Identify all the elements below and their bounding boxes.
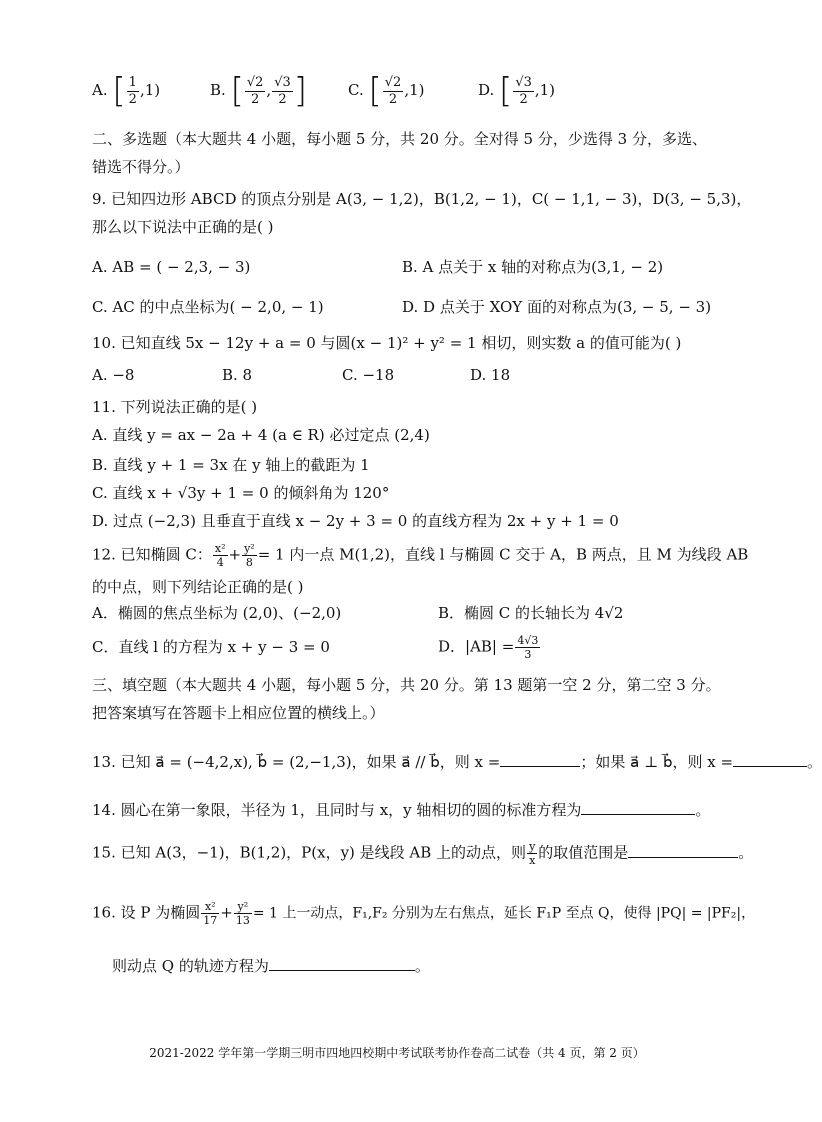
ellipse-y-term [242,542,257,569]
fraction [515,634,540,661]
q12-stem-line2: 的中点，则下列结论正确的是( ) [92,578,304,596]
q16-blank[interactable] [269,956,415,971]
q16-line2 [112,956,430,975]
fraction [383,75,404,108]
denominator: 4 [216,556,224,569]
q9-option-d: D. D 点关于 XOY 面的对称点为(3, − 5, − 3) [402,298,712,316]
q15-line [92,840,753,867]
q9-option-a: A. AB = ( − 2,3, − 3) [92,258,251,276]
q12-stem-prefix: 12. 已知椭圆 C： [92,545,212,564]
q12-stem-suffix: = 1 内一点 M(1,2)，直线 l 与椭圆 C 交于 A，B 两点，且 M 为线段 AB [257,545,749,564]
denominator: 2 [128,91,137,107]
option-label: B. [210,81,226,99]
numerator: √2 [246,74,264,90]
option-rest: ,1) [534,81,556,99]
denominator: 2 [278,91,287,107]
fraction [272,75,293,108]
q10-option-a: A. −8 [92,366,135,384]
section2-heading-line1: 二、多选题（本大题共 4 小题，每小题 5 分，共 20 分。全对得 5 分，少选得 3 分，多选、 [92,130,707,148]
q10-option-b: B. 8 [222,366,253,384]
denominator: 8 [245,556,253,569]
q16-prefix: 16. 设 P 为椭圆 [92,903,201,922]
q15-end: 。 [738,843,754,862]
denominator: 13 [235,914,250,927]
q14-blank[interactable] [581,800,695,815]
q10-stem: 10. 已知直线 5x − 12y + a = 0 与圆(x − 1)² + y² = 1 相切，则实数 a 的值可能为( ) [92,334,682,352]
numerator: y² [234,900,252,914]
numerator: y [529,840,536,853]
numerator: 4√3 [517,634,539,647]
q13-line [92,752,822,771]
q15-blank[interactable] [628,843,738,858]
q9-option-c: C. AC 的中点坐标为( − 2,0, − 1) [92,298,324,316]
q16-suffix: = 1 上一动点，F₁,F₂ 分别为左右焦点，延长 F₁P 至点 Q，使得 |PQ| = |PF₂|， [252,905,756,922]
q12-stem-line1: 12. 已知椭圆 C： $\frac{\text{x²}}{4}$ + $\frac{\text{y²}}{8}$ = 1 内一点 M(1,2)，直线 l 与椭圆 C 交于 A，B 两点，且 M 为线段 AB [92,542,749,569]
bracket-right: ] [293,71,308,111]
option-label: D. [478,81,495,99]
q8-option-c [348,71,425,111]
q12-option-d-prefix: D．|AB| = [438,637,515,656]
option-label: A. [92,81,108,99]
numerator: x² [201,900,219,914]
bracket-left: [ [230,71,244,111]
q11-stem: 11. 下列说法正确的是( ) [92,398,258,416]
q12-option-b: B．椭圆 C 的长轴长为 4√2 [438,604,624,622]
bracket-left: [ [368,71,382,111]
denominator: x [529,854,536,867]
option-rest: ,1) [139,81,161,99]
q11-option-c: C. 直线 x + √3y + 1 = 0 的倾斜角为 120° [92,484,390,502]
page-footer: 2021-2022 学年第一学期三明市四地四校期中考试联考协作卷高二试卷（共 4 页，第 2 页） [149,1046,645,1060]
q14-line [92,800,710,819]
q12-option-a: A．椭圆的焦点坐标为 (2,0)、(−2,0) [92,604,342,622]
numerator: y² [244,542,255,555]
q14-end: 。 [695,801,711,819]
q8-option-b: B. [ $\frac{√2}{2}$ , $\frac{√3}{2}$ ] [210,71,308,111]
q9-stem-line2: 那么以下说法中正确的是( ) [92,218,274,236]
numerator: √3 [274,74,291,90]
q13-middle: ；如果 a⃗ ⊥ b⃗，则 x = [580,753,734,771]
ellipse-x-term [201,900,219,927]
q9-option-b: B. A 点关于 x 轴的对称点为(3,1, − 2) [402,258,664,276]
q12-option-d [438,634,541,661]
q10-option-d: D. 18 [470,366,511,384]
q9-stem-line1: 9. 已知四边形 ABCD 的顶点分别是 A(3, − 1,2)，B(1,2, − 1)，C( − 1,1, − 3)，D(3, − 5,3)， [92,190,752,208]
q10-option-c: C. −18 [342,366,395,384]
ellipse-x-term [213,542,228,569]
section2-heading-line2: 错选不得分。） [92,158,190,176]
q13-blank-2[interactable] [733,752,807,767]
q12-option-c: C．直线 l 的方程为 x + y − 3 = 0 [92,638,330,656]
q14-text: 14. 圆心在第一象限，半径为 1，且同时与 x，y 轴相切的圆的标准方程为 [92,801,582,819]
numerator: √3 [515,74,532,90]
q15-prefix: 15. 已知 A(3，−1)，B(1,2)，P(x，y) 是线段 AB 上的动点，则 [92,843,527,862]
option-label: C. [348,81,364,99]
bracket-left: [ [112,71,126,111]
fraction [245,75,266,108]
q15-suffix: 的取值范围是 [538,843,629,862]
q13-blank-1[interactable] [500,752,580,767]
q16-line1: 16. 设 P 为椭圆 $\frac{\text{x²}}{17}$ + $\frac{\text{y²}}{13}$ = 1 上一动点，F₁,F₂ 分别为左右焦点，延长 F₁P 至点 Q，使得 |PQ| = |PF₂|， [92,900,756,927]
section3-heading-line1: 三、填空题（本大题共 4 小题，每小题 5 分，共 20 分。第 13 题第一空 2 分，第二空 3 分。 [92,676,721,694]
q16-line2-text: 则动点 Q 的轨迹方程为 [112,957,269,975]
denominator: 3 [524,648,532,661]
numerator: 1 [128,74,137,90]
q13-end: 。 [807,753,822,771]
numerator: x² [214,542,226,555]
fraction [513,75,534,108]
section3-heading-line2: 把答案填写在答题卡上相应位置的横线上。） [92,704,385,722]
q8-option-d [478,71,556,111]
q13-prefix: 13. 已知 a⃗ = (−4,2,x), b⃗ = (2,−1,3)，如果 a⃗ // b⃗，则 x = [92,753,501,771]
option-rest: ,1) [404,81,425,99]
q11-option-d: D. 过点 (−2,3) 且垂直于直线 x − 2y + 3 = 0 的直线方程为 2x + y + 1 = 0 [92,512,619,530]
numerator: √2 [384,74,402,90]
q16-end: 。 [414,957,430,975]
fraction [527,840,537,867]
bracket-left: [ [499,71,513,111]
denominator: 17 [203,914,218,927]
q8-option-a [92,71,161,111]
denominator: 2 [388,91,398,107]
denominator: 2 [250,91,260,107]
ellipse-y-term [234,900,252,927]
q11-option-a: A. 直线 y = ax − 2a + 4 (a ∈ R) 必过定点 (2,4) [92,426,430,444]
q11-option-b: B. 直线 y + 1 = 3x 在 y 轴上的截距为 1 [92,456,370,474]
denominator: 2 [519,91,528,107]
fraction [127,75,139,108]
